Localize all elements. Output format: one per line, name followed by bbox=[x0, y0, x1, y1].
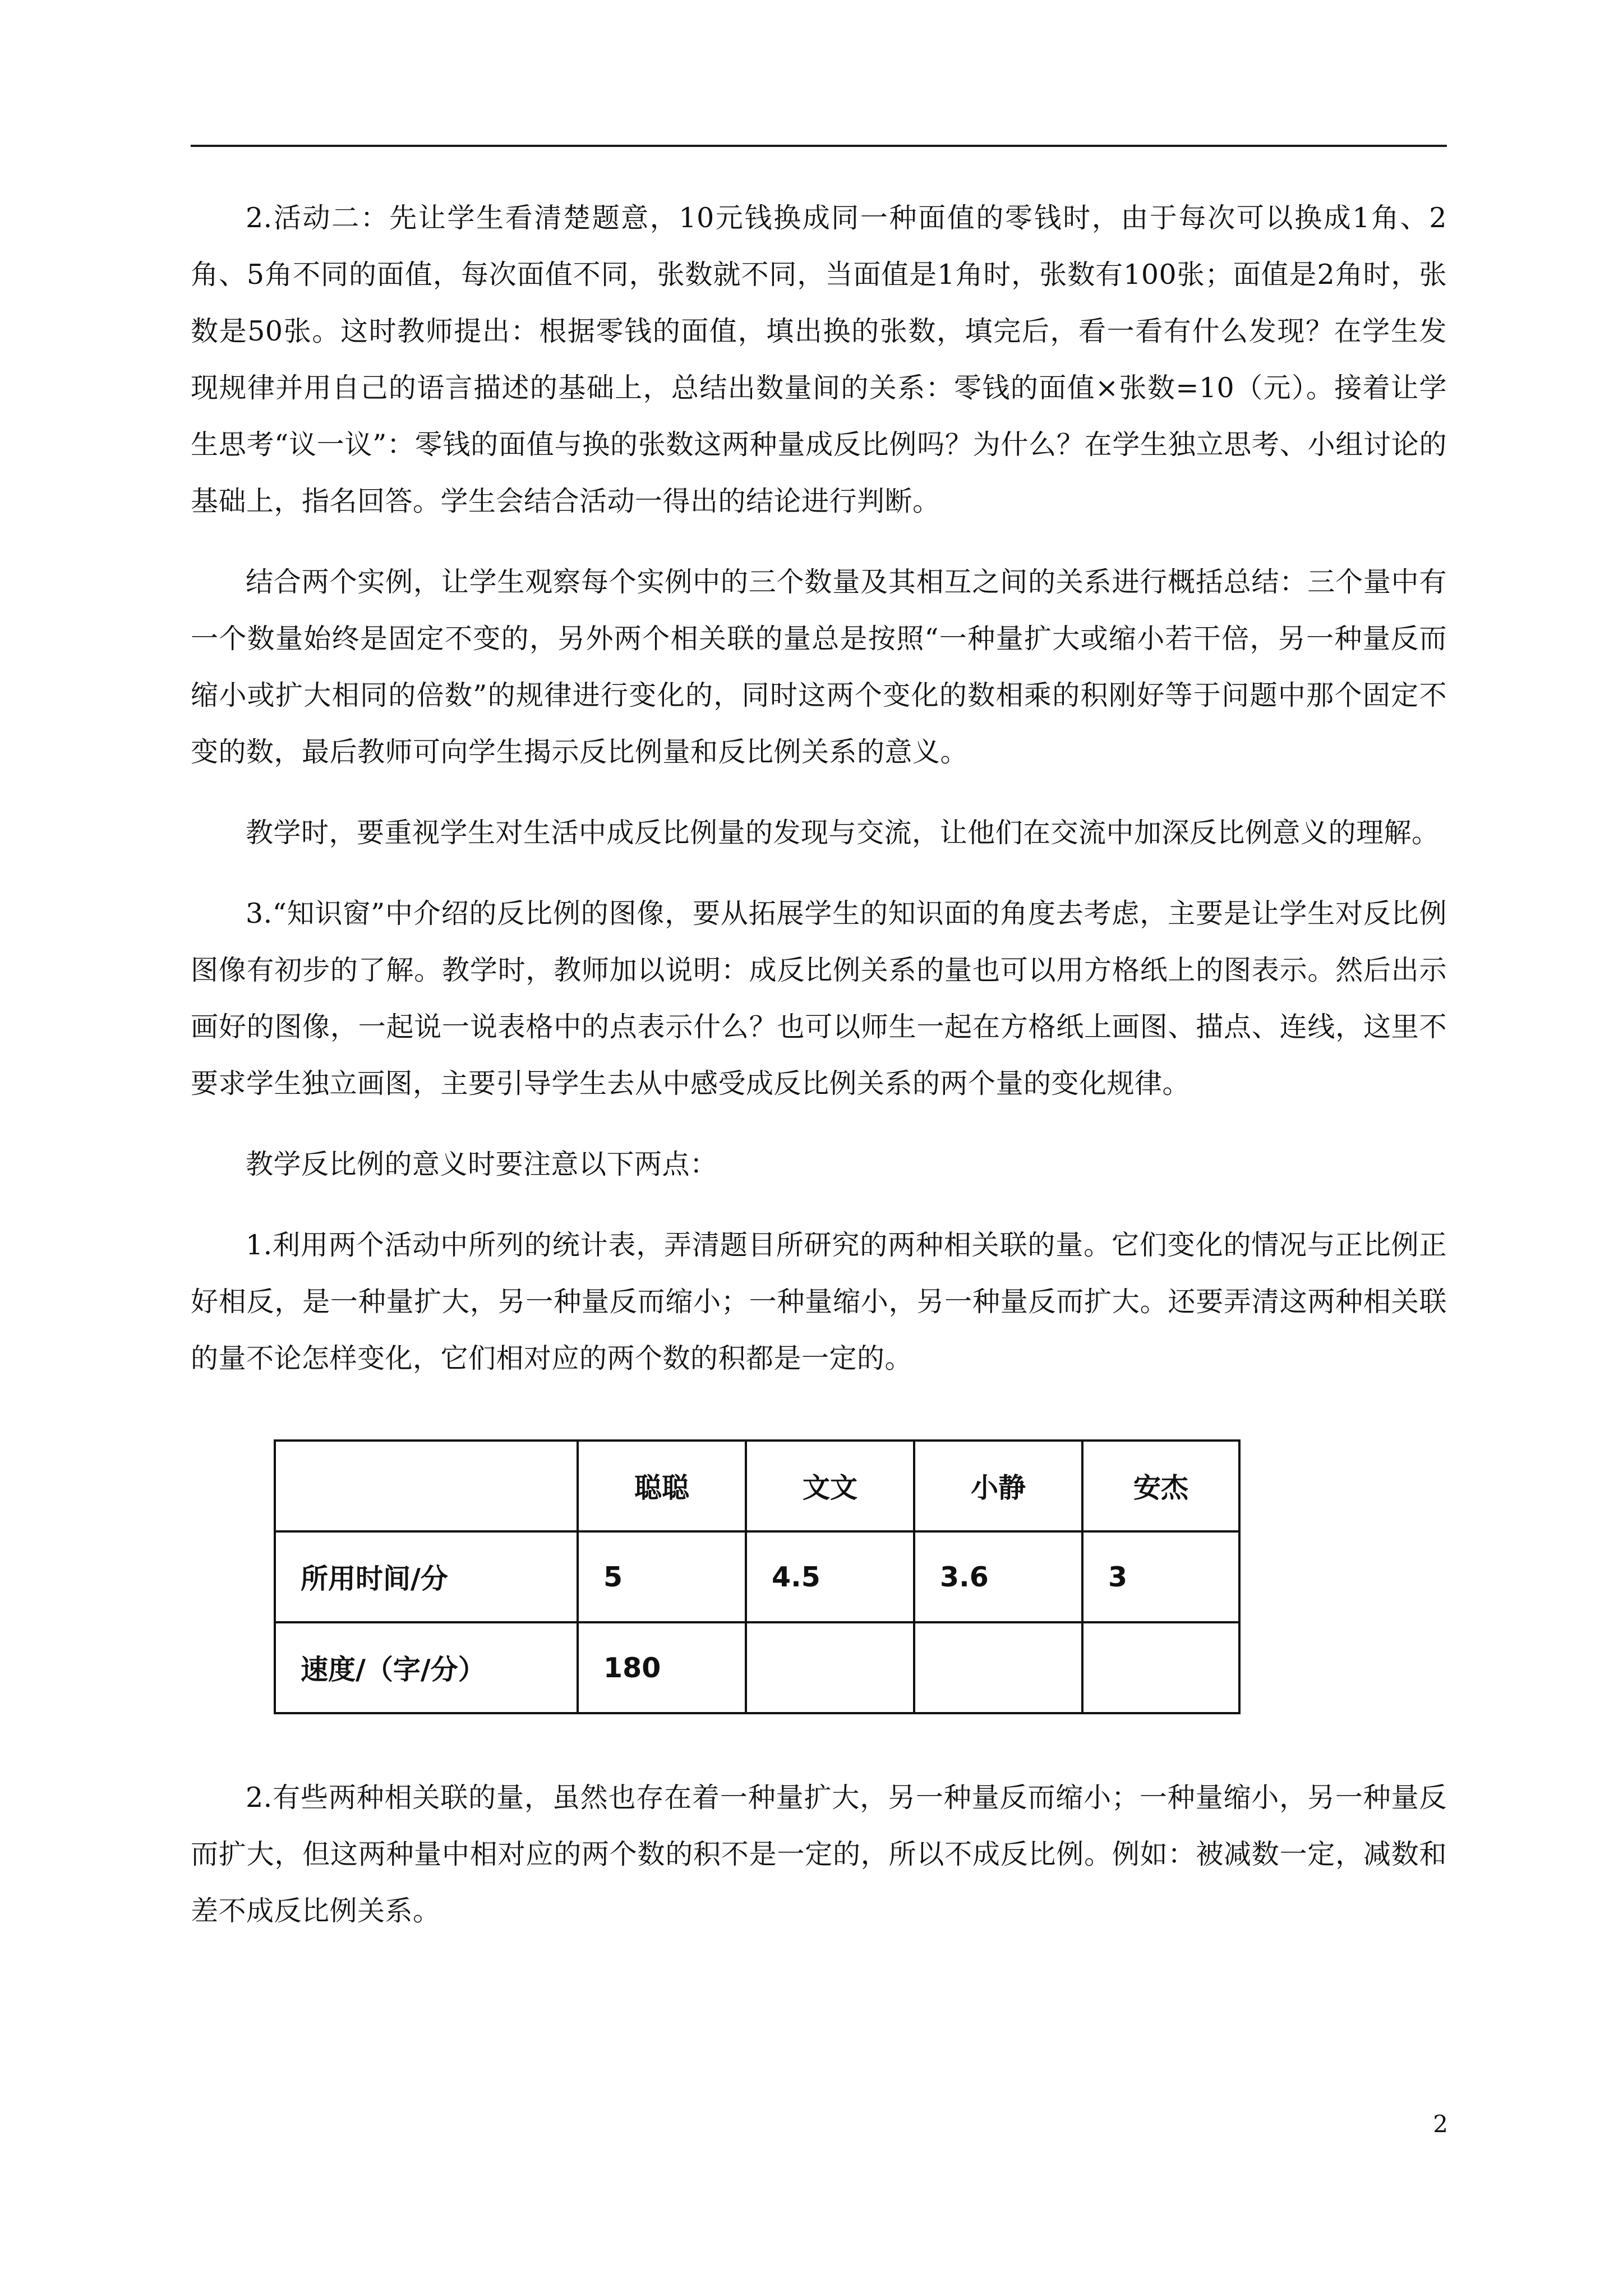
table-row bbox=[275, 1531, 1239, 1622]
table-cell bbox=[1082, 1622, 1239, 1713]
page-content bbox=[191, 190, 1447, 1963]
table-row-label: 所用时间/分 bbox=[275, 1531, 578, 1622]
header-rule bbox=[191, 145, 1447, 147]
table-cell bbox=[914, 1622, 1082, 1713]
paragraph-activity-two: 2.活动二：先让学生看清楚题意，10元钱换成同一种面值的零钱时，由于每次可以换成1角、2角、5角不同的面值，每次面值不同，张数就不同，当面值是1角时，张数有100张；面值是2角时，张数是50张。这时教师提出：根据零钱的面值，填出换的张数，填完后，看一看有什么发现？在学生发现规律并用自己的语言描述的基础上，总结出数量间的关系：零钱的面值×张数=10（元）。接着让学生思考“议一议”：零钱的面值与换的张数这两种量成反比例吗？为什么？在学生独立思考、小组讨论的基础上，指名回答。学生会结合活动一得出的结论进行判断。 bbox=[191, 202, 1447, 517]
table-header-cell: 聪聪 bbox=[578, 1441, 746, 1531]
table-cell: 180 bbox=[578, 1622, 746, 1713]
table-header-cell: 安杰 bbox=[1082, 1441, 1239, 1531]
table-cell bbox=[746, 1622, 914, 1713]
table-row-label: 速度/（字/分） bbox=[275, 1622, 578, 1713]
table-cell: 3.6 bbox=[914, 1531, 1082, 1622]
table-header-cell: 文文 bbox=[746, 1441, 914, 1531]
table-header-corner bbox=[275, 1441, 578, 1531]
paragraph-two-examples-summary: 结合两个实例，让学生观察每个实例中的三个数量及其相互之间的关系进行概括总结：三个量中有一个数量始终是固定不变的，另外两个相关联的量总是按照“一种量扩大或缩小若干倍，另一种量反而缩小或扩大相同的倍数”的规律进行变化的，同时这两个变化的数相乘的积刚好等于问题中那个固定不变的数，最后教师可向学生揭示反比例量和反比例关系的意义。 bbox=[191, 566, 1447, 768]
typing-speed-table bbox=[274, 1439, 1241, 1714]
paragraph-knowledge-window: 3.“知识窗”中介绍的反比例的图像，要从拓展学生的知识面的角度去考虑，主要是让学生对反比例图像有初步的了解。教学时，教师加以说明：成反比例关系的量也可以用方格纸上的图表示。然后出示画好的图像，一起说一说表格中的点表示什么？也可以师生一起在方格纸上画图、描点、连线，这里不要求学生独立画图，主要引导学生去从中感受成反比例关系的两个量的变化规律。 bbox=[191, 898, 1447, 1099]
table-header-cell: 小静 bbox=[914, 1441, 1082, 1531]
table-cell: 3 bbox=[1082, 1531, 1239, 1622]
typing-speed-table-wrap bbox=[274, 1439, 1238, 1714]
table-row bbox=[275, 1622, 1239, 1713]
table-cell: 4.5 bbox=[746, 1531, 914, 1622]
paragraph-point-two: 2.有些两种相关联的量，虽然也存在着一种量扩大，另一种量反而缩小；一种量缩小，另一种量反而扩大，但这两种量中相对应的两个数的积不是一定的，所以不成反比例。例如：被减数一定，减数和差不成反比例关系。 bbox=[191, 1782, 1447, 1927]
page-number: 2 bbox=[1433, 2110, 1448, 2138]
paragraph-point-one: 1.利用两个活动中所列的统计表，弄清题目所研究的两种相关联的量。它们变化的情况与正比例正好相反，是一种量扩大，另一种量反而缩小；一种量缩小，另一种量反而扩大。还要弄清这两种相关联的量不论怎样变化，它们相对应的两个数的积都是一定的。 bbox=[191, 1229, 1447, 1374]
table-header-row bbox=[275, 1441, 1239, 1531]
paragraph-two-points-intro: 教学反比例的意义时要注意以下两点： bbox=[246, 1148, 718, 1180]
table-cell: 5 bbox=[578, 1531, 746, 1622]
paragraph-teaching-emphasis: 教学时，要重视学生对生活中成反比例量的发现与交流，让他们在交流中加深反比例意义的理解。 bbox=[246, 817, 1440, 849]
